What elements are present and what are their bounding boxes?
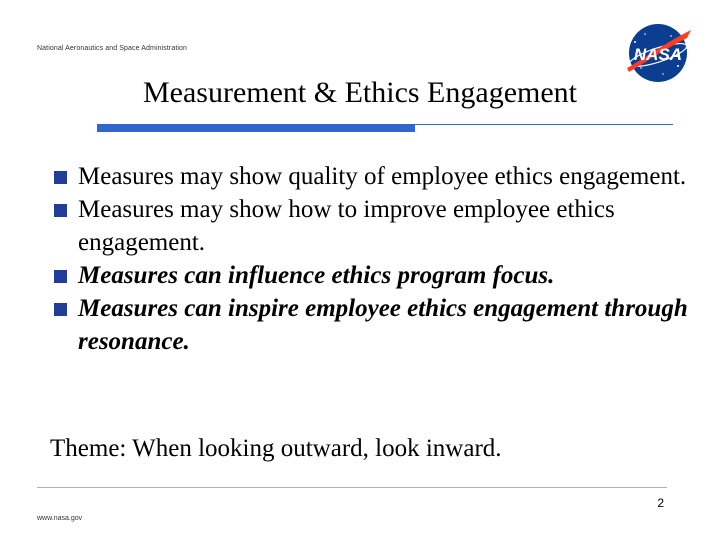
bullet-item [54, 160, 694, 193]
square-bullet-icon [54, 270, 67, 283]
square-bullet-icon [54, 204, 67, 217]
footer-url: www.nasa.gov [37, 515, 83, 522]
bullet-item [54, 292, 694, 358]
footer-divider [37, 487, 667, 488]
logo-text: NASA [633, 45, 683, 64]
nasa-meatball-icon [623, 22, 693, 84]
page-number: 2 [657, 496, 664, 510]
theme-line: Theme: When looking outward, look inward. [50, 435, 502, 462]
bullet-text: Measures may show how to improve employee ethics engagement. [78, 196, 615, 256]
bullet-item [54, 259, 694, 292]
nasa-logo [623, 22, 693, 84]
bullet-item [54, 193, 694, 259]
bullet-list [54, 160, 694, 358]
title-accent-bar [97, 124, 415, 132]
bullet-text: Measures can influence ethics program focus. [78, 262, 555, 289]
square-bullet-icon [54, 303, 67, 316]
bullet-text: Measures may show quality of employee ethics engagement. [78, 163, 687, 190]
square-bullet-icon [54, 171, 67, 184]
agency-name: National Aeronautics and Space Administration [37, 45, 188, 52]
bullet-text: Measures can inspire employee ethics engagement through resonance. [78, 295, 688, 355]
slide-title: Measurement & Ethics Engagement [142, 76, 578, 109]
